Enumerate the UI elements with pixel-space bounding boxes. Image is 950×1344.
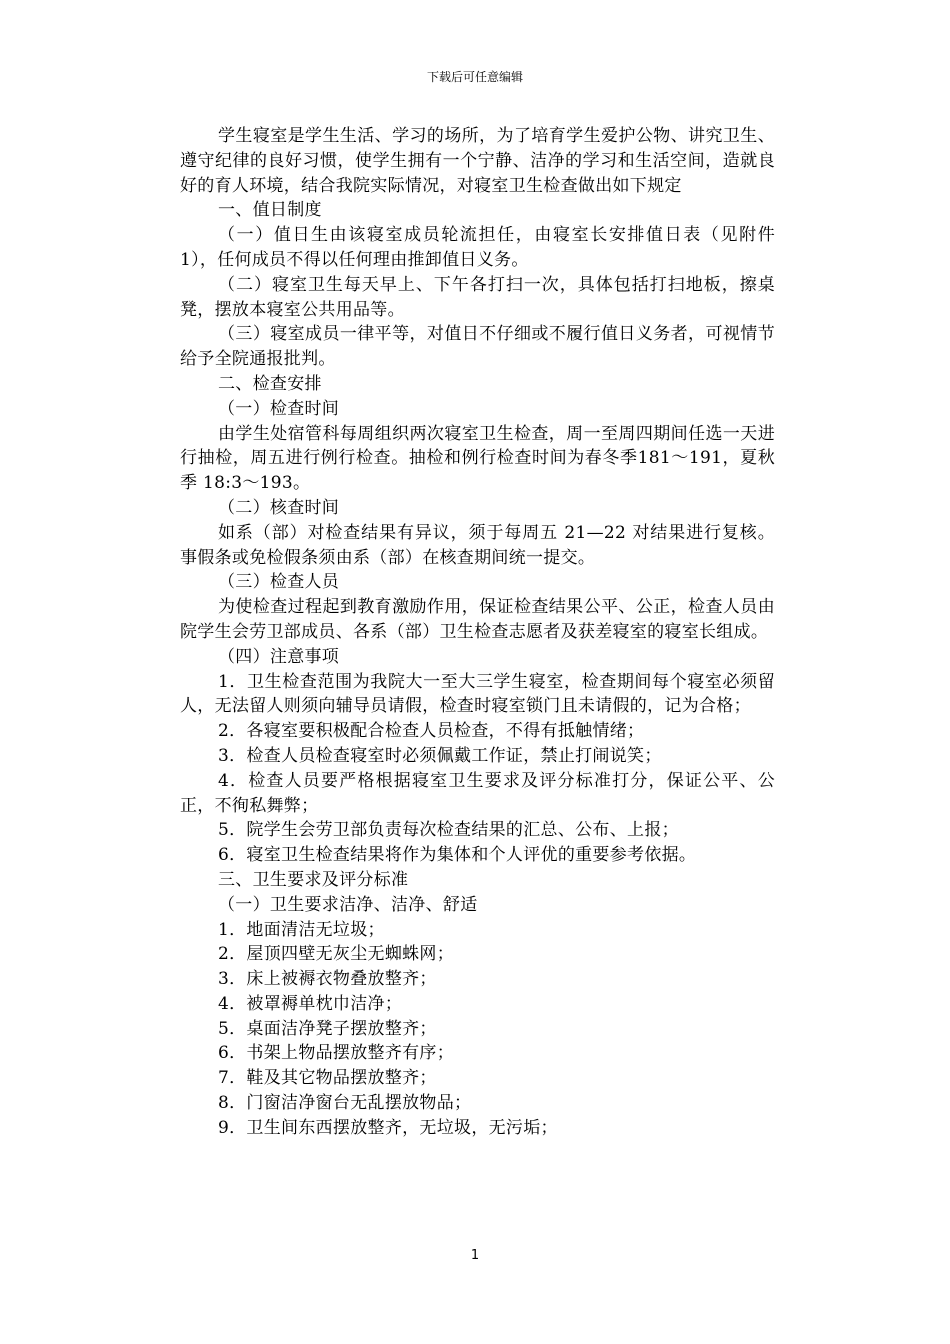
paragraph-duty-3: （三）寝室成员一律平等，对值日不仔细或不履行值日义务者，可视情节给予全院通报批判。 xyxy=(180,324,775,370)
list-item-requirement-3: 3．床上被褥衣物叠放整齐； xyxy=(218,969,437,990)
subheading-inspectors: （三）检查人员 xyxy=(218,572,340,593)
subheading-inspection-time: （一）检查时间 xyxy=(218,398,340,419)
list-item-note-4: 4．检查人员要严格根据寝室卫生要求及评分标准打分，保证公平、公正，不徇私舞弊； xyxy=(180,770,775,816)
section-heading-duty: 一、值日制度 xyxy=(218,200,322,221)
list-item-note-6: 6．寝室卫生检查结果将作为集体和个人评优的重要参考依据。 xyxy=(218,845,697,866)
subheading-review-time: （二）核查时间 xyxy=(218,497,340,518)
page-header: 下载后可任意编辑 xyxy=(426,70,523,84)
document-body xyxy=(180,124,775,1141)
paragraph-duty-1: （一）值日生由该寝室成员轮流担任，由寝室长安排值日表（见附件 1），任何成员不得以任何理由推卸值日义务。 xyxy=(180,225,775,270)
list-item-requirement-7: 7．鞋及其它物品摆放整齐； xyxy=(218,1068,437,1089)
list-item-requirement-6: 6．书架上物品摆放整齐有序； xyxy=(218,1043,455,1064)
paragraph-inspection-time: 由学生处宿管科每周组织两次寝室卫生检查，周一至周四期间任选一天进行抽检，周五进行例行检查。抽检和例行检查时间为春冬季181～191，夏秋季 18:3～193。 xyxy=(180,423,775,494)
list-item-requirement-1: 1．地面清洁无垃圾； xyxy=(218,919,385,940)
list-item-note-5: 5．院学生会劳卫部负责每次检查结果的汇总、公布、上报； xyxy=(218,820,679,841)
paragraph-inspectors: 为使检查过程起到教育激励作用，保证检查结果公平、公正，检查人员由院学生会劳卫部成员、各系（部）卫生检查志愿者及获差寝室的寝室长组成。 xyxy=(180,597,775,642)
list-item-requirement-8: 8．门窗洁净窗台无乱摆放物品； xyxy=(218,1093,472,1114)
list-item-requirement-5: 5．桌面洁净凳子摆放整齐； xyxy=(218,1018,437,1039)
page-number: 1 xyxy=(470,1248,480,1263)
list-item-requirement-4: 4．被罩褥单枕巾洁净； xyxy=(218,993,403,1014)
section-heading-inspection: 二、检查安排 xyxy=(218,373,322,394)
paragraph-review-time: 如系（部）对检查结果有异议，须于每周五 21—22 对结果进行复核。事假条或免检假条须由系（部）在核查期间统一提交。 xyxy=(180,522,775,568)
subheading-notes: （四）注意事项 xyxy=(218,646,340,667)
list-item-note-1: 1．卫生检查范围为我院大一至大三学生寝室，检查期间每个寝室必须留人，无法留人则须向辅导员请假，检查时寝室锁门且未请假的，记为合格； xyxy=(180,671,775,717)
subheading-hygiene-requirements: （一）卫生要求洁净、洁净、舒适 xyxy=(218,894,478,915)
list-item-note-3: 3．检查人员检查寝室时必须佩戴工作证，禁止打闹说笑； xyxy=(218,745,662,766)
list-item-requirement-9: 9．卫生间东西摆放整齐，无垃圾，无污垢； xyxy=(218,1117,558,1138)
list-item-requirement-2: 2．屋顶四壁无灰尘无蜘蛛网； xyxy=(218,944,455,965)
intro-paragraph: 学生寝室是学生生活、学习的场所，为了培育学生爱护公物、讲究卫生、遵守纪律的良好习惯，使学生拥有一个宁静、洁净的学习和生活空间，造就良好的育人环境，结合我院实际情况，对寝室卫生检查做出如下规定 xyxy=(180,126,775,196)
section-heading-standards: 三、卫生要求及评分标准 xyxy=(218,869,409,890)
paragraph-duty-2: （二）寝室卫生每天早上、下午各打扫一次，具体包括打扫地板，擦桌凳，摆放本寝室公共用品等。 xyxy=(180,274,775,320)
list-item-note-2: 2．各寝室要积极配合检查人员检查，不得有抵触情绪； xyxy=(218,721,645,742)
